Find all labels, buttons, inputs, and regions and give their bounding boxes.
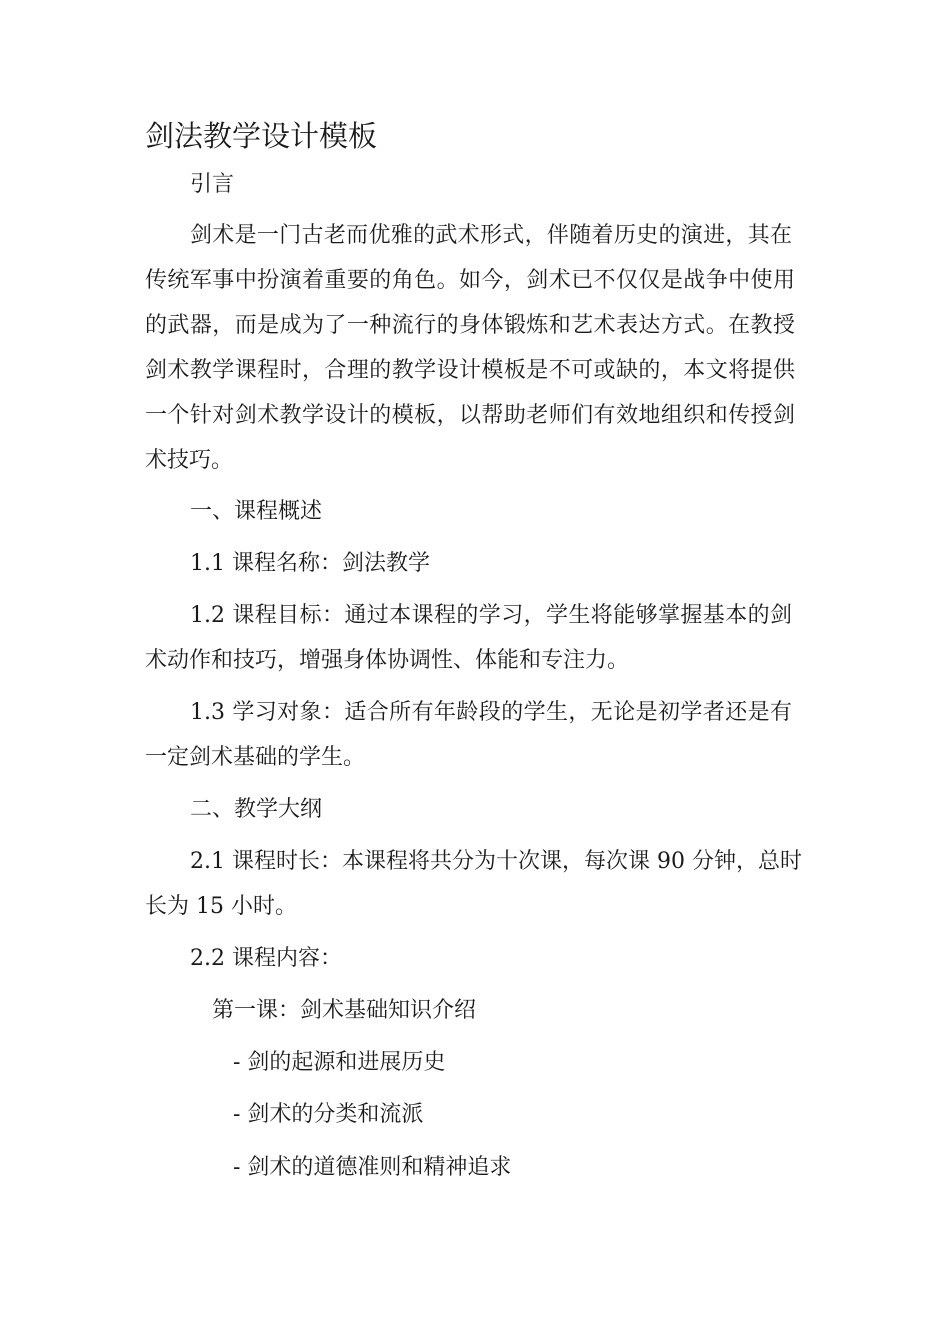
intro-paragraph-line: 一个针对剑术教学设计的模板，以帮助老师们有效地组织和传授剑 [145, 403, 795, 428]
item-learners-line: 1.3 学习对象：适合所有年龄段的学生，无论是初学者还是有 [190, 700, 792, 725]
item-duration-line: 2.1 课程时长：本课程将共分为十次课，每次课 90 分钟，总时 [190, 849, 802, 874]
intro-paragraph-line: 剑术是一门古老而优雅的武术形式，伴随着历史的演进，其在 [190, 223, 792, 248]
item-learners-line: 一定剑术基础的学生。 [145, 745, 366, 770]
section-heading-syllabus: 二、教学大纲 [190, 797, 323, 822]
intro-paragraph-line: 的武器，而是成为了一种流行的身体锻炼和艺术表达方式。在教授 [145, 313, 795, 338]
section-heading-overview: 一、课程概述 [190, 499, 323, 524]
intro-paragraph-line: 传统军事中扮演着重要的角色。如今，剑术已不仅仅是战争中使用 [145, 268, 795, 293]
item-course-content: 2.2 课程内容： [190, 946, 342, 971]
lesson-point: - 剑的起源和进展历史 [233, 1050, 446, 1075]
item-duration-line: 长为 15 小时。 [145, 894, 297, 919]
intro-paragraph-line: 剑术教学课程时，合理的教学设计模板是不可或缺的，本文将提供 [145, 358, 795, 383]
document-title: 剑法教学设计模板 [145, 119, 378, 153]
intro-heading: 引言 [190, 172, 235, 197]
lesson-heading: 第一课：剑术基础知识介绍 [212, 998, 477, 1023]
lesson-point: - 剑术的道德准则和精神追求 [233, 1155, 512, 1180]
item-course-goal-line: 1.2 课程目标：通过本课程的学习，学生将能够掌握基本的剑 [190, 603, 792, 628]
intro-paragraph-line: 术技巧。 [145, 448, 234, 473]
lesson-point: - 剑术的分类和流派 [233, 1102, 424, 1127]
item-course-name: 1.1 课程名称：剑法教学 [190, 551, 430, 576]
item-course-goal-line: 术动作和技巧，增强身体协调性、体能和专注力。 [145, 648, 630, 673]
